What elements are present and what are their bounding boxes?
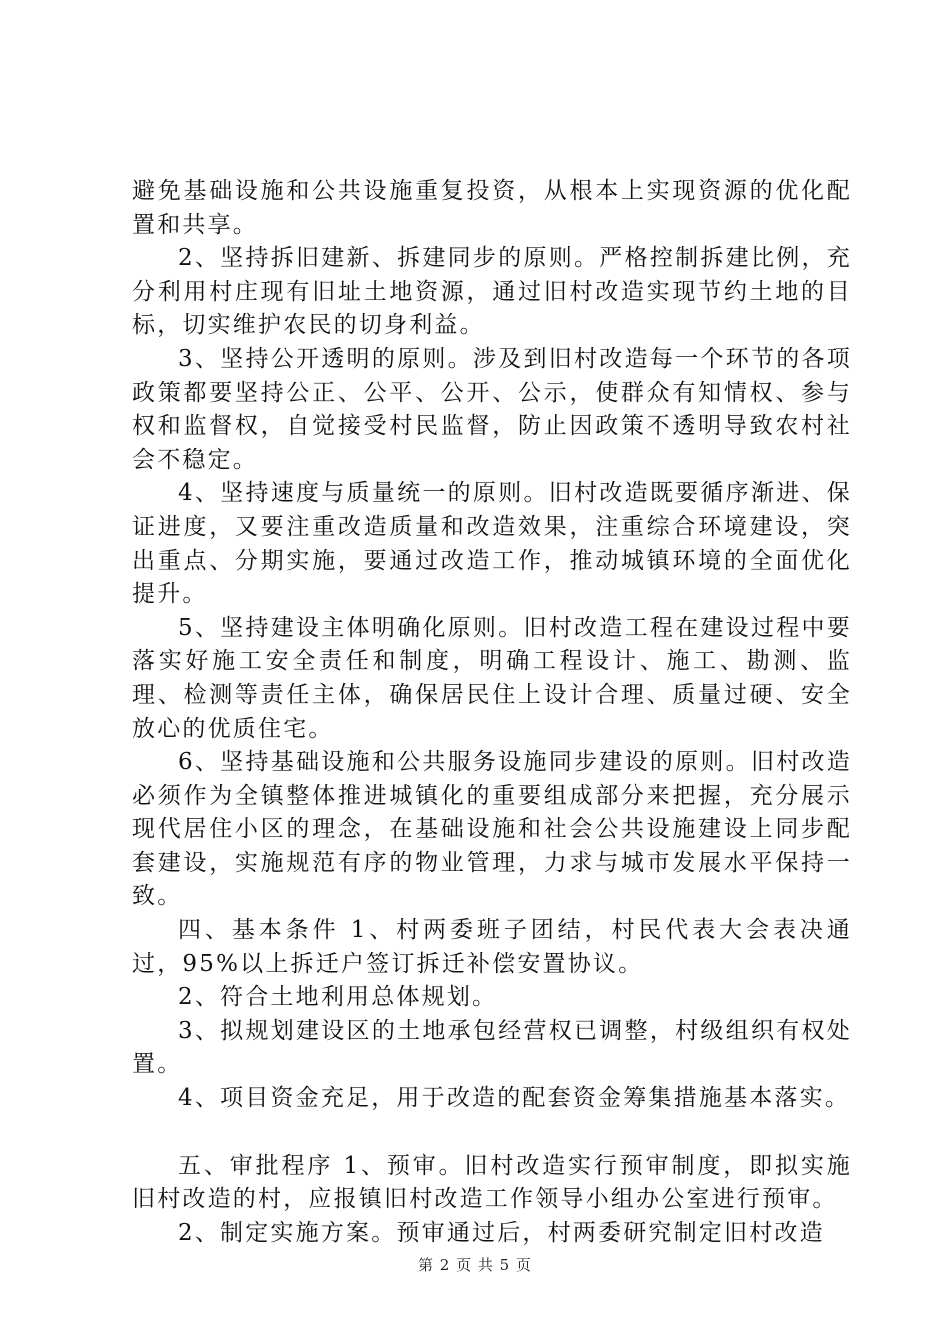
paragraph-principle-6: 6、坚持基础设施和公共服务设施同步建设的原则。旧村改造必须作为全镇整体推进城镇化的重要组成部分来把握，充分展示现代居住小区的理念，在基础设施和社会公共设施建设上同步配套建设，实施规范有序的物业管理，力求与城市发展水平保持一致。: [132, 749, 852, 910]
paragraph-section-4-conditions: 四、基本条件 1、村两委班子团结，村民代表大会表决通过，95%以上拆迁户签订拆迁补偿安置协议。: [132, 917, 852, 977]
paragraph-condition-4: 4、项目资金充足，用于改造的配套资金筹集措施基本落实。: [178, 1085, 851, 1112]
paragraph-condition-2: 2、符合土地利用总体规划。: [178, 984, 498, 1011]
page-number-footer: 第 2 页 共 5 页: [418, 1256, 532, 1274]
document-body: [132, 175, 852, 1250]
paragraph-spacer: [132, 1116, 852, 1150]
paragraph-principle-4: 4、坚持速度与质量统一的原则。旧村改造既要循序渐进、保证进度，又要注重改造质量和改造效果，注重综合环境建设，突出重点、分期实施，要通过改造工作，推动城镇环境的全面优化提升。: [132, 480, 852, 608]
paragraph-principle-5: 5、坚持建设主体明确化原则。旧村改造工程在建设过程中要落实好施工安全责任和制度，明确工程设计、施工、勘测、监理、检测等责任主体，确保居民住上设计合理、质量过硬、安全放心的优质住宅。: [132, 614, 852, 742]
paragraph-section-5-procedure: 五、审批程序 1、预审。旧村改造实行预审制度，即拟实施旧村改造的村，应报镇旧村改造工作领导小组办公室进行预审。: [132, 1152, 852, 1213]
paragraph-continuation: 避免基础设施和公共设施重复投资，从根本上实现资源的优化配置和共享。: [132, 178, 852, 238]
paragraph-principle-3: 3、坚持公开透明的原则。涉及到旧村改造每一个环节的各项政策都要坚持公正、公平、公开、公示，使群众有知情权、参与权和监督权，自觉接受村民监督，防止因政策不透明导致农村社会不稳定。: [132, 345, 852, 473]
paragraph-condition-3: 3、拟规划建设区的土地承包经营权已调整，村级组织有权处置。: [132, 1017, 852, 1078]
paragraph-principle-2: 2、坚持拆旧建新、拆建同步的原则。严格控制拆建比例，充分利用村庄现有旧址土地资源，通过旧村改造实现节约土地的目标，切实维护农民的切身利益。: [132, 245, 852, 339]
paragraph-procedure-2: 2、制定实施方案。预审通过后，村两委研究制定旧村改造: [178, 1219, 825, 1246]
